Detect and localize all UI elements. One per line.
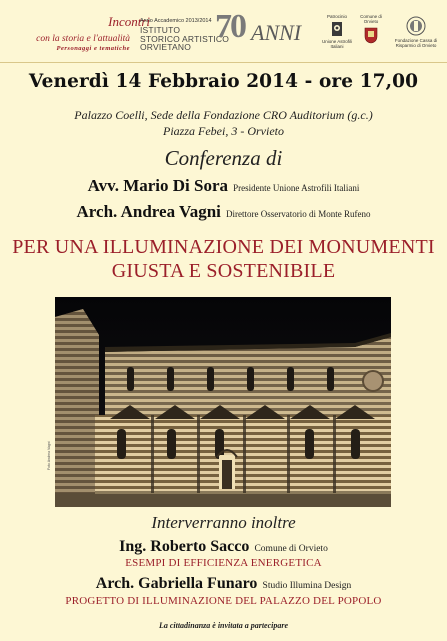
speaker-name: Avv. Mario Di Sora — [87, 176, 229, 195]
incontri-logo — [58, 16, 150, 28]
footer-note: La cittadinanza è invitata a partecipare — [158, 621, 289, 630]
comune-logo — [356, 14, 386, 46]
uai-line-2: Italiani — [330, 44, 344, 49]
speaker-row — [0, 176, 447, 196]
istituto-line-3: ORVIETANO — [140, 42, 192, 52]
talk-topic: PROGETTO DI ILLUMINAZIONE DEL PALAZZO DEL POPOLO — [65, 595, 382, 607]
event-venue: Palazzo Coelli, Sede della Fondazione CRO Auditorium (g.c.) — [74, 108, 373, 122]
uai-logo — [318, 14, 356, 49]
academic-year: Anno Accademico 2013/2014 — [140, 18, 212, 24]
incontri-tagline: con la storia e l'attualità — [36, 34, 130, 44]
additional-speakers-heading: Interverranno inoltre — [151, 513, 296, 532]
conference-title-line-2: GIUSTA E SOSTENIBILE — [111, 260, 336, 282]
fondazione-line-1: Fondazione Cassa di — [394, 38, 438, 43]
speaker-name: Ing. Roberto Sacco — [119, 538, 250, 555]
anni-text: ANNI — [251, 20, 302, 45]
speaker-role: Comune di Orvieto — [254, 544, 328, 554]
uai-line-1: Unione Astrofili — [321, 39, 352, 44]
speaker-name: Arch. Gabriella Funaro — [95, 575, 258, 592]
patrocinio-label: Patrocinio — [326, 14, 347, 19]
seventy-years-logo — [215, 8, 315, 48]
speaker-role: Presidente Unione Astrofili Italiani — [233, 183, 360, 193]
speaker-row — [0, 573, 447, 593]
speaker-row — [0, 202, 447, 222]
speaker-role: Studio Illumina Design — [262, 581, 352, 591]
speaker-row — [0, 536, 447, 556]
incontri-subtitle — [18, 34, 130, 54]
comune-line-2: Orvieto — [363, 19, 379, 24]
event-date: Venerdì 14 Febbraio 2014 - ore 17,00 — [28, 71, 419, 92]
talk-topic: ESEMPI DI EFFICIENZA ENERGETICA — [125, 557, 322, 569]
comune-line-1: Comune di — [360, 14, 382, 19]
header-strip — [0, 0, 447, 62]
conference-heading: Conferenza di — [164, 146, 283, 170]
fondazione-emblem-icon — [406, 16, 426, 36]
incontri-title: Incontri — [108, 14, 150, 29]
conference-title-line-1: PER UNA ILLUMINAZIONE DEI MONUMENTI — [12, 236, 435, 258]
fondazione-line-2: Risparmio di Orvieto — [395, 43, 437, 48]
istituto-line-1: ISTITUTO — [140, 25, 181, 35]
cathedral-night-photo — [55, 297, 391, 507]
comune-crest-icon — [364, 26, 378, 44]
event-address: Piazza Febei, 3 - Orvieto — [163, 124, 284, 138]
anni-number: 70 — [215, 8, 245, 45]
cathedral-illustration — [55, 297, 391, 507]
incontri-topics: Personaggi e tematiche — [56, 45, 130, 52]
header-divider — [0, 62, 447, 63]
fondazione-logo — [388, 14, 444, 48]
speaker-role: Direttore Osservatorio di Monte Rufeno — [226, 209, 371, 219]
istituto-line-2: STORICO ARTISTICO — [140, 33, 230, 44]
uai-emblem-icon — [330, 21, 344, 37]
photo-credit: Foto Andrea Vagni — [47, 441, 51, 470]
speaker-name: Arch. Andrea Vagni — [76, 202, 221, 221]
